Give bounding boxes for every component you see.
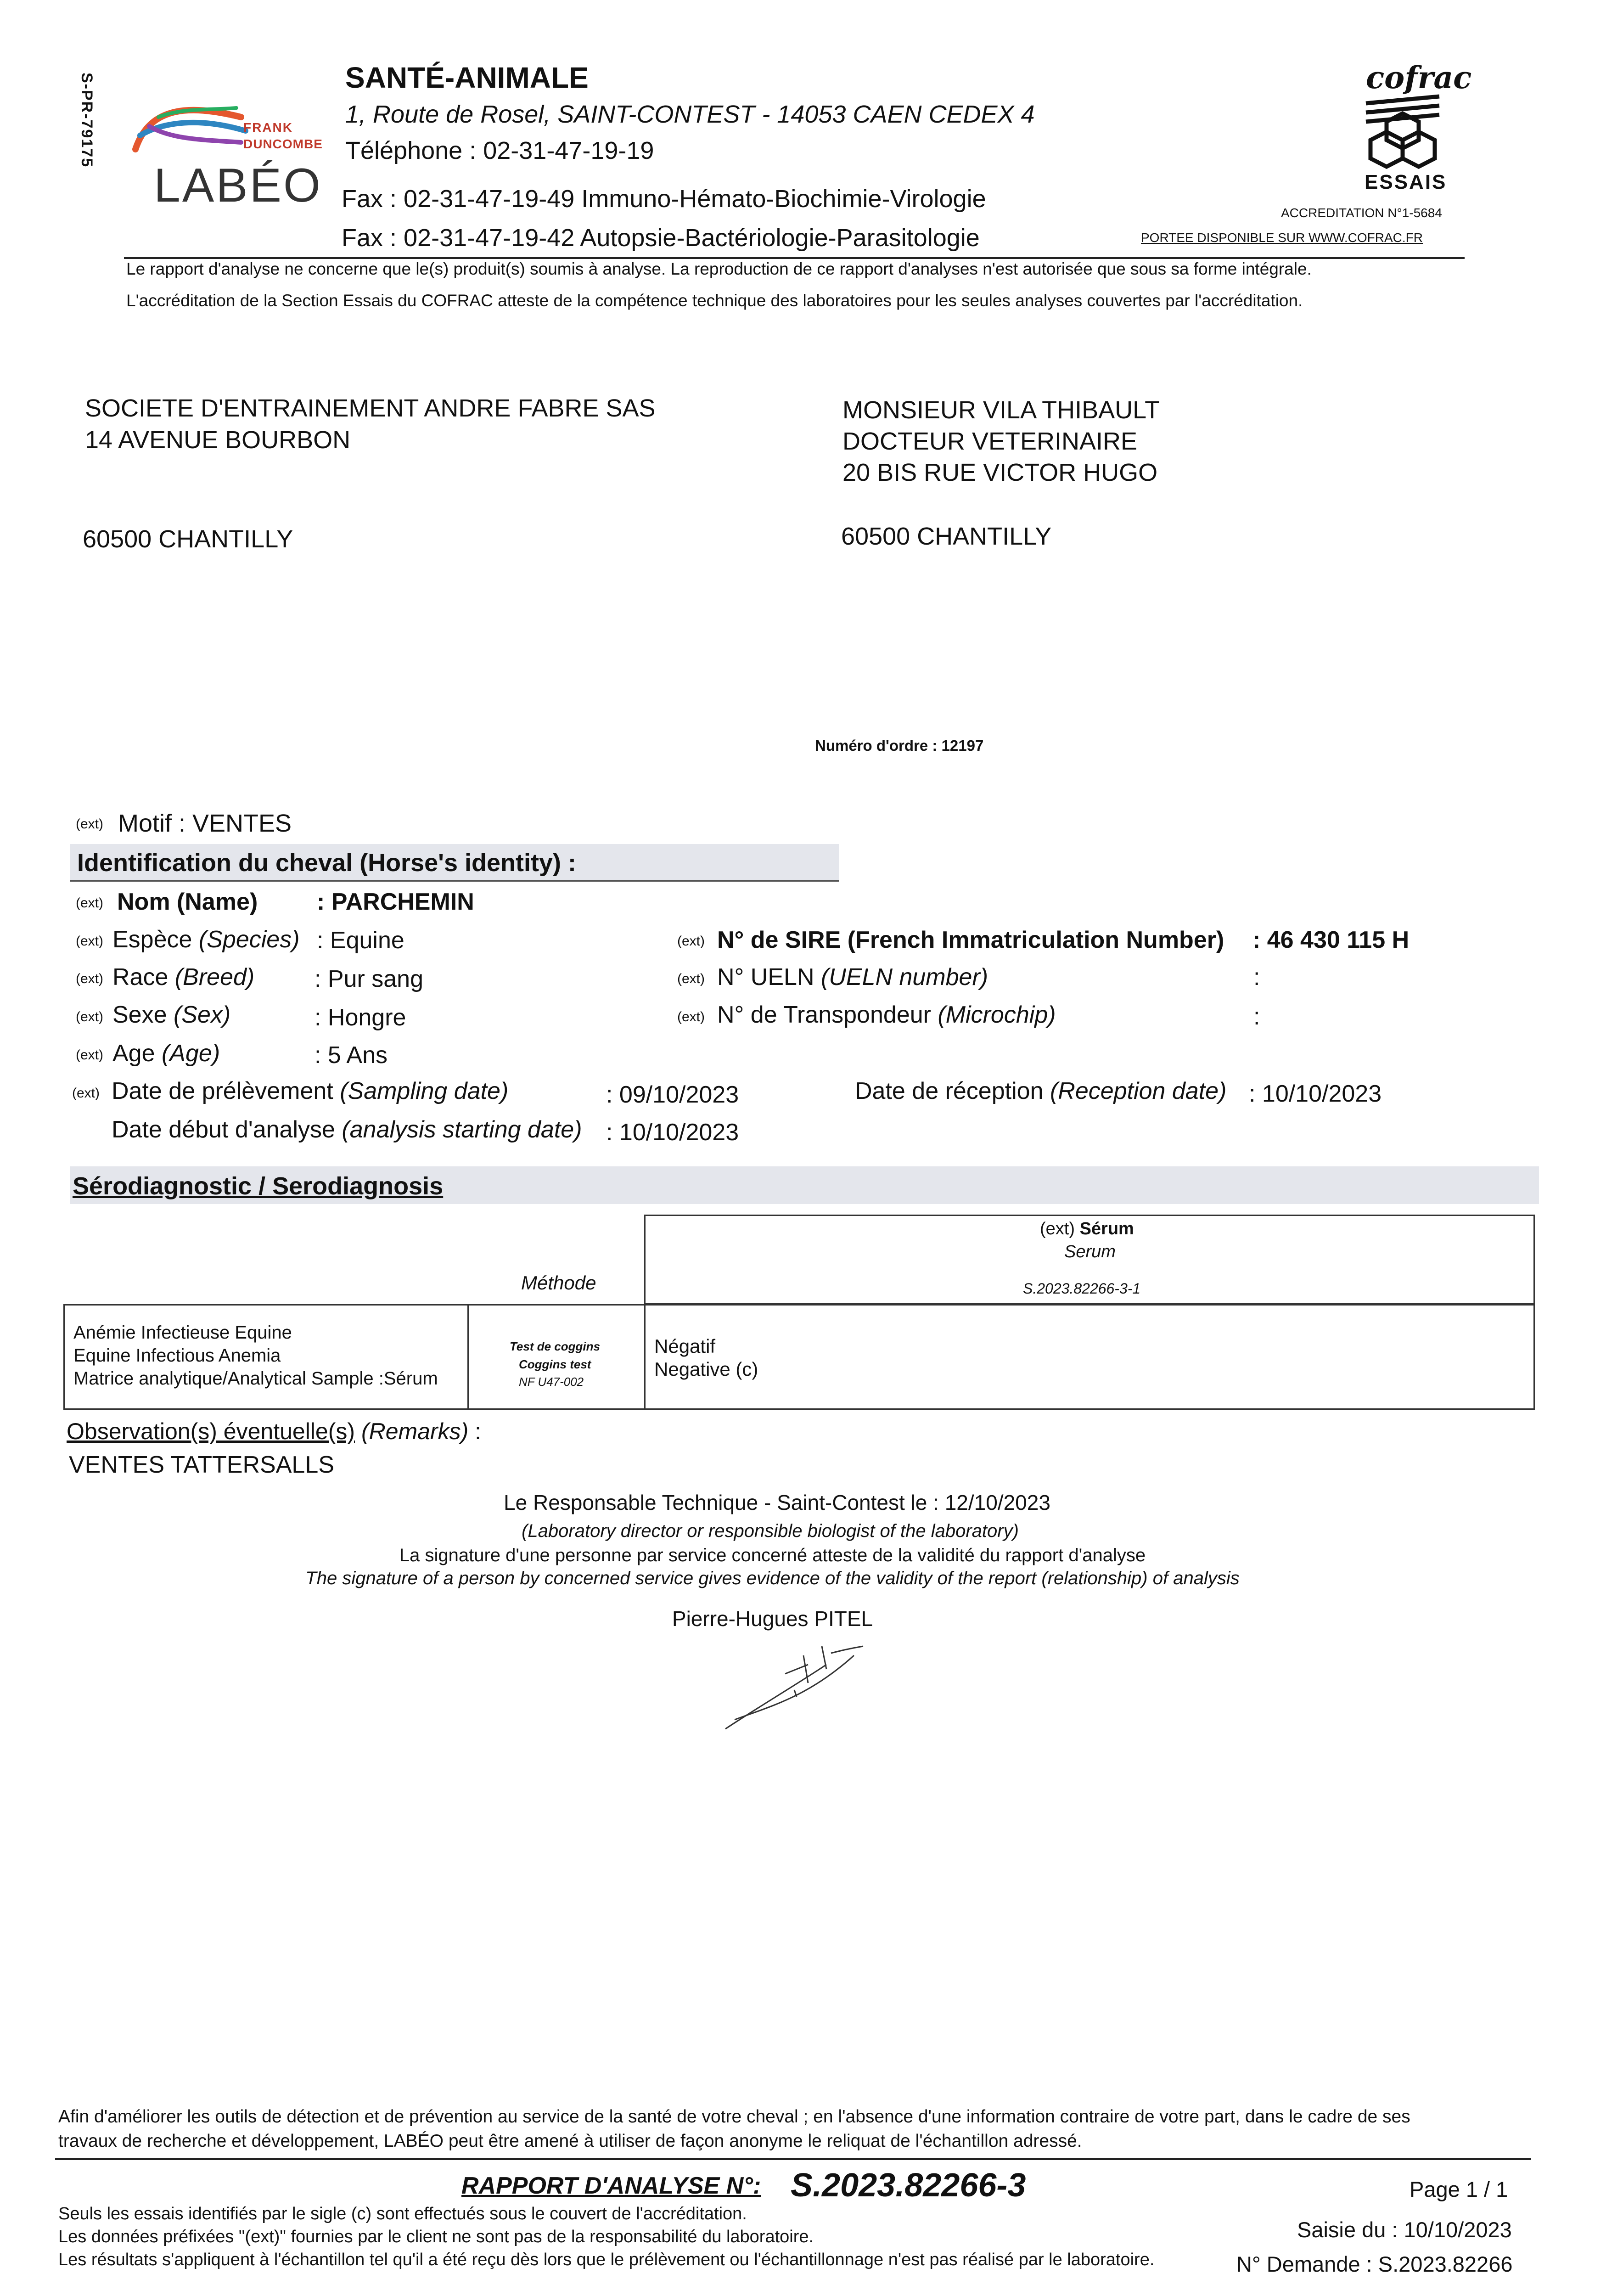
header-disclaimer-1: Le rapport d'analyse ne concerne que le(s) produit(s) soumis à analyse. La reproduction de ce rapport d'analyses n'est autorisée que sous sa forme intégrale. — [126, 259, 1312, 278]
ext-tag: (ext) — [677, 934, 705, 949]
report-number: S.2023.82266-3 — [791, 2167, 1026, 2204]
species-label: Espèce (Species) — [112, 926, 300, 953]
signature-line-2: (Laboratory director or responsible biologist of the laboratory) — [522, 1521, 1019, 1541]
footer-disclaimer-2: Les données préfixées "(ext)" fournies par le client ne sont pas de la responsabilité du laboratoire. — [58, 2227, 814, 2246]
ext-tag: (ext) — [76, 934, 103, 949]
motif: Motif : VENTES — [118, 810, 292, 837]
signature-line-3: La signature d'une personne par service concerné atteste de la validité du rapport d'analyse — [399, 1545, 1146, 1565]
vet-address-line: MONSIEUR VILA THIBAULT — [842, 396, 1160, 424]
handwritten-signature-icon — [716, 1628, 882, 1738]
entry-date: Saisie du : 10/10/2023 — [1297, 2217, 1512, 2242]
transponder-value: : — [1253, 1003, 1260, 1030]
ueln-label: N° UELN (UELN number) — [717, 964, 988, 990]
lab-title: SANTÉ-ANIMALE — [345, 61, 589, 94]
request-number: N° Demande : S.2023.82266 — [1236, 2252, 1513, 2276]
test-name-en: Equine Infectious Anemia — [73, 1345, 281, 1366]
lab-fax-1: Fax : 02-31-47-19-49 Immuno-Hémato-Biochimie-Virologie — [342, 185, 986, 213]
ext-tag: (ext) — [677, 1009, 705, 1024]
table-divider — [467, 1304, 469, 1410]
ext-tag: (ext) — [677, 971, 705, 986]
document-code: S-PR-79175 — [78, 73, 95, 168]
ext-tag: (ext) — [76, 1047, 103, 1063]
footer-note-1: Afin d'améliorer les outils de détection et de prévention au service de la santé de votre cheval ; en l'absence d'une information contraire de votre part, dans le cadre de ses — [58, 2107, 1410, 2127]
logo-frank-text: FRANK — [243, 120, 293, 135]
horse-name-label: Nom (Name) — [117, 889, 258, 915]
client-address-line: 14 AVENUE BOURBON — [85, 426, 351, 454]
logo-brand-text: LABÉO — [154, 159, 322, 212]
species-value: : Equine — [317, 927, 404, 954]
header-disclaimer-2: L'accréditation de la Section Essais du COFRAC atteste de la compétence technique des laboratoires pour les seules analyses couvertes par l'accréditation. — [126, 291, 1303, 310]
method-line: Test de coggins — [510, 1339, 600, 1353]
sample-type-header-en: Serum — [1064, 1242, 1116, 1261]
test-matrix: Matrice analytique/Analytical Sample :Sérum — [73, 1368, 438, 1389]
cofrac-logo-text: cofrac — [1366, 60, 1472, 96]
horse-name-value: : PARCHEMIN — [317, 889, 474, 915]
sample-type-header: (ext) Sérum — [1040, 1219, 1134, 1238]
serodiagnosis-title: Sérodiagnostic / Serodiagnosis — [73, 1172, 444, 1200]
footer-divider — [55, 2158, 1531, 2160]
test-name-fr: Anémie Infectieuse Equine — [73, 1322, 292, 1343]
remarks-label: Observation(s) éventuelle(s) (Remarks) : — [67, 1418, 482, 1444]
footer-disclaimer-1: Seuls les essais identifiés par le sigle (c) sont effectués sous le couvert de l'accréditation. — [58, 2204, 747, 2223]
ext-tag: (ext) — [76, 1009, 103, 1024]
ext-tag: (ext) — [76, 895, 103, 911]
method-line: Coggins test — [519, 1357, 591, 1371]
portee-link[interactable]: PORTEE DISPONIBLE SUR WWW.COFRAC.FR — [1141, 231, 1423, 245]
footer-note-2: travaux de recherche et développement, LABÉO peut être amené à utiliser de façon anonyme le reliquat de l'échantillon adressé. — [58, 2131, 1082, 2151]
identification-title: Identification du cheval (Horse's identity) : — [77, 849, 576, 877]
footer-disclaimer-3: Les résultats s'appliquent à l'échantillon tel qu'il a été reçu dès lors que le prélèvement ou l'échantillonnage n'est pas réalisé par le laboratoire. — [58, 2250, 1155, 2269]
signature-line-1: Le Responsable Technique - Saint-Contest le : 12/10/2023 — [504, 1491, 1050, 1514]
result-fr: Négatif — [654, 1335, 716, 1357]
client-address-line: 60500 CHANTILLY — [83, 525, 293, 553]
age-label: Age (Age) — [112, 1040, 220, 1067]
method-line: NF U47-002 — [519, 1375, 584, 1389]
analysis-start-value: : 10/10/2023 — [606, 1119, 739, 1146]
reception-date-label: Date de réception (Reception date) — [855, 1078, 1227, 1104]
vet-address-line: DOCTEUR VETERINAIRE — [842, 428, 1138, 455]
signature-line-4: The signature of a person by concerned service gives evidence of the validity of the report (relationship) of analysis — [305, 1568, 1240, 1588]
method-header: Méthode — [521, 1272, 596, 1294]
order-number: Numéro d'ordre : 12197 — [815, 737, 984, 754]
page-number: Page 1 / 1 — [1410, 2177, 1508, 2201]
labeo-logo-icon — [131, 99, 250, 158]
table-divider — [644, 1304, 646, 1410]
sampling-date-value: : 09/10/2023 — [606, 1081, 739, 1108]
ext-tag: (ext) — [72, 1086, 100, 1101]
breed-label: Race (Breed) — [112, 964, 255, 990]
sire-value: : 46 430 115 H — [1252, 927, 1410, 953]
remarks-value: VENTES TATTERSALLS — [69, 1452, 334, 1478]
vet-address-line: 20 BIS RUE VICTOR HUGO — [842, 459, 1158, 486]
report-number-label: RAPPORT D'ANALYSE N°: — [461, 2172, 761, 2199]
result-en: Negative (c) — [654, 1358, 758, 1380]
ext-tag: (ext) — [76, 816, 103, 832]
analysis-start-label: Date début d'analyse (analysis starting date) — [112, 1116, 582, 1143]
sex-value: : Hongre — [314, 1004, 406, 1031]
breed-value: : Pur sang — [314, 966, 424, 992]
sex-label: Sexe (Sex) — [112, 1002, 231, 1028]
signatory-name: Pierre-Hugues PITEL — [672, 1607, 873, 1631]
accreditation-number: ACCREDITATION N°1-5684 — [1281, 206, 1442, 220]
ext-tag: (ext) — [76, 971, 103, 986]
lab-address: 1, Route de Rosel, SAINT-CONTEST - 14053 CAEN CEDEX 4 — [345, 101, 1035, 128]
vet-address-line: 60500 CHANTILLY — [841, 523, 1052, 550]
transponder-label: N° de Transpondeur (Microchip) — [717, 1002, 1056, 1028]
header-divider — [124, 257, 1465, 259]
cofrac-emblem-icon — [1359, 94, 1446, 170]
logo-duncombe-text: DUNCOMBE — [243, 137, 323, 151]
client-address-line: SOCIETE D'ENTRAINEMENT ANDRE FABRE SAS — [85, 394, 656, 422]
ueln-value: : — [1253, 964, 1260, 990]
lab-fax-2: Fax : 02-31-47-19-42 Autopsie-Bactériologie-Parasitologie — [342, 224, 980, 252]
sampling-date-label: Date de prélèvement (Sampling date) — [112, 1078, 509, 1104]
age-value: : 5 Ans — [314, 1042, 387, 1069]
sire-label: N° de SIRE (French Immatriculation Number) — [717, 927, 1224, 953]
sample-id-header: S.2023.82266-3-1 — [1023, 1280, 1141, 1297]
reception-date-value: : 10/10/2023 — [1249, 1080, 1382, 1107]
cofrac-essais-text: ESSAIS — [1365, 171, 1447, 193]
results-table — [63, 1304, 1535, 1410]
lab-phone: Téléphone : 02-31-47-19-19 — [345, 137, 654, 164]
